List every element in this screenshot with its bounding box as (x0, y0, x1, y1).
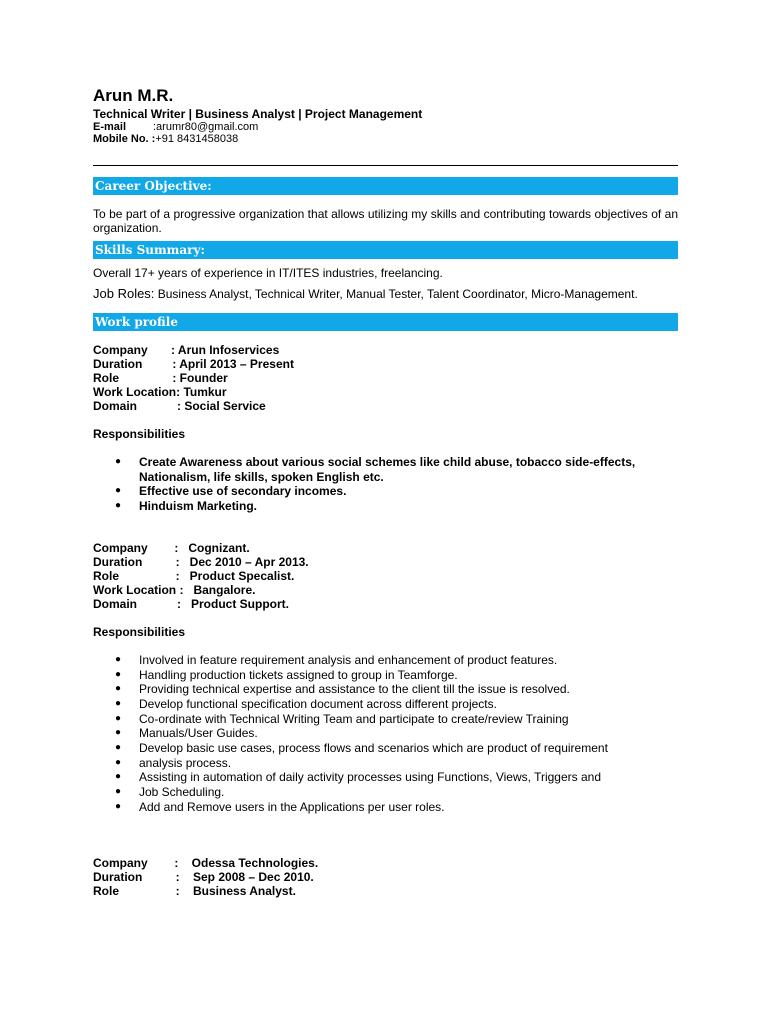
header-divider (93, 165, 678, 166)
job-duration: Duration : Dec 2010 – Apr 2013. (93, 554, 309, 569)
job-duration: Duration : April 2013 – Present (93, 357, 294, 371)
list-item: ● Develop basic use cases, process flows and scenarios which are product of requirement (115, 741, 608, 756)
job-location: Work Location : Bangalore. (93, 582, 256, 597)
job-company: Company : Arun Infoservices (93, 343, 280, 357)
mobile-value: +91 8431458038 (155, 133, 239, 145)
job-location: Work Location: Tumkur (93, 385, 227, 399)
job-domain: Domain : Product Support. (93, 596, 290, 611)
list-item: ● Co-ordinate with Technical Writing Team and participate to create/review Training (115, 711, 569, 726)
job-role: Role : Product Specalist. (93, 568, 295, 583)
list-item: ● Add and Remove users in the Applications per user roles. (115, 799, 445, 814)
list-item: ● analysis process. (115, 755, 232, 770)
job-roles-line (93, 286, 678, 302)
list-item: ● Hinduism Marketing. (115, 499, 258, 514)
list-item: ● Assisting in automation of daily activity processes using Functions, Views, Triggers and (115, 770, 601, 785)
candidate-tagline: Technical Writer | Business Analyst | Project Management (93, 107, 423, 121)
job-domain: Domain : Social Service (93, 399, 266, 413)
list-item: ● Handling production tickets assigned to group in Teamforge. (115, 667, 458, 682)
mobile-line (93, 133, 678, 145)
email-value: :arumr80@gmail.com (153, 121, 259, 133)
skills-summary-heading: Skills Summary: (93, 241, 678, 259)
email-line (93, 121, 678, 133)
job-company: Company : Cognizant. (93, 540, 250, 555)
email-label: E-mail (93, 121, 127, 133)
career-objective-text: To be part of a progressive organization that allows utilizing my skills and contributing towards objectives of an organization. (93, 207, 678, 235)
job-roles-value: Business Analyst, Technical Writer, Manual Tester, Talent Coordinator, Micro-Management. (154, 287, 638, 301)
job-role: Role : Founder (93, 371, 228, 385)
list-item: ● Job Scheduling. (115, 785, 225, 800)
candidate-name: Arun M.R. (93, 86, 174, 105)
list-item: ● Manuals/User Guides. (115, 726, 258, 741)
responsibilities-list (93, 455, 678, 514)
list-item: ● Providing technical expertise and assistance to the client till the issue is resolved. (115, 682, 570, 697)
job-entry-odessa (93, 856, 678, 898)
responsibilities-list (93, 653, 678, 815)
responsibilities-heading: Responsibilities (93, 427, 186, 441)
job-entry-cognizant (93, 541, 678, 815)
job-duration: Duration : Sep 2008 – Dec 2010. (93, 869, 314, 884)
work-profile-heading: Work profile (93, 313, 678, 331)
career-objective-heading: Career Objective: (93, 177, 678, 195)
skills-overall-text: Overall 17+ years of experience in IT/ITES industries, freelancing. (93, 266, 443, 280)
list-item: ● Develop functional specification document across different projects. (115, 696, 497, 711)
mobile-label: Mobile No. : (93, 133, 156, 145)
list-item: ● Create Awareness about various social schemes like child abuse, tobacco side-effects, Nationalism, life skills, spoken English etc. (115, 455, 636, 484)
responsibilities-heading: Responsibilities (93, 624, 186, 639)
resume-page (93, 86, 678, 898)
list-item: ● Effective use of secondary incomes. (115, 484, 347, 499)
job-roles-label: Job Roles: (93, 286, 155, 301)
job-role: Role : Business Analyst. (93, 883, 296, 898)
list-item: ● Involved in feature requirement analysis and enhancement of product features. (115, 652, 558, 667)
job-entry-arun-infoservices (93, 343, 678, 514)
job-company: Company : Odessa Technologies. (93, 855, 319, 870)
